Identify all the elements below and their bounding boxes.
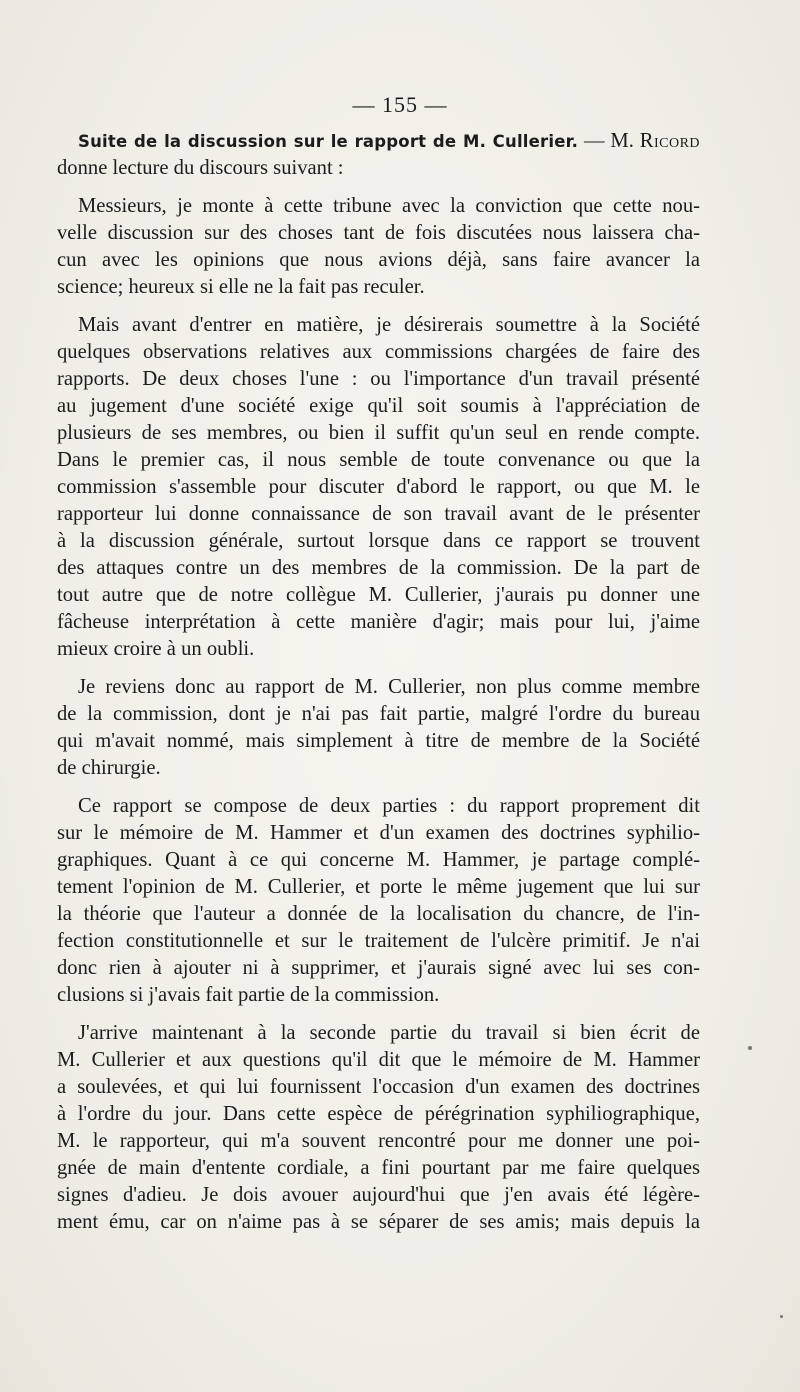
text-line: à l'ordre du jour. Dans cette espèce de pérégrination syphiliographique, (57, 1103, 700, 1125)
text-line: Ce rapport se compose de deux parties : du rapport proprement dit (78, 795, 700, 817)
text-line: science; heureux si elle ne la fait pas reculer. (57, 276, 425, 298)
text-line: clusions si j'avais fait partie de la commission. (57, 984, 440, 1006)
speck-mark (748, 1046, 752, 1050)
text-line: mieux croire à un oubli. (57, 638, 255, 660)
text-line: tement l'opinion de M. Cullerier, et porte le même jugement que lui sur (57, 876, 700, 898)
text-line: M. le rapporteur, qui m'a souvent rencontré pour me donner une poi- (57, 1130, 700, 1152)
paragraph (57, 193, 700, 301)
text-line: ment ému, car on n'aime pas à se séparer de ses amis; mais depuis la (57, 1211, 700, 1233)
text-line: de la commission, dont je n'ai pas fait partie, malgré l'ordre du bureau (57, 703, 700, 725)
text-line: a soulevées, et qui lui fournissent l'occasion d'un examen des doctrines (57, 1076, 700, 1098)
text-line: graphiques. Quant à ce qui concerne M. Hammer, je partage complé- (57, 849, 700, 871)
paragraph (57, 793, 700, 1009)
text-line: quelques observations relatives aux commissions chargées de faire des (57, 341, 700, 363)
text-line: commission s'assemble pour discuter d'abord le rapport, ou que M. le (57, 476, 700, 498)
paragraph (57, 312, 700, 663)
text-line: rapporteur lui donne connaissance de son travail avant de le présenter (57, 503, 700, 525)
page-number: — 155 — (352, 92, 448, 117)
text-line: fection constitutionnelle et sur le traitement de l'ulcère primitif. Je n'ai (57, 930, 700, 952)
heading-dash: — M. (578, 130, 640, 152)
text-line: plusieurs de ses membres, ou bien il suffit qu'un seul en rende compte. (57, 422, 700, 444)
text-line: de chirurgie. (57, 757, 161, 779)
body-text (57, 128, 700, 1247)
text-line: à la discussion générale, surtout lorsque dans ce rapport se trouvent (57, 530, 700, 552)
text-line: des attaques contre un des membres de la commission. De la part de (57, 557, 700, 579)
text-line: rapports. De deux choses l'une : ou l'importance d'un travail présenté (57, 368, 700, 390)
speaker-name: Ricord (639, 130, 701, 152)
paragraph (57, 1020, 700, 1236)
section-heading: Suite de la discussion sur le rapport de M. Cullerier. (78, 132, 579, 151)
speck-mark (780, 1315, 783, 1318)
text-line: donc rien à ajouter ni à supprimer, et j'aurais signé avec lui ses con- (57, 957, 700, 979)
heading-continuation: donne lecture du discours suivant : (57, 157, 344, 179)
heading-line (57, 128, 700, 155)
text-line: qui m'avait nommé, mais simplement à titre de membre de la Société (57, 730, 700, 752)
text-line: tout autre que de notre collègue M. Cullerier, j'aurais pu donner une (57, 584, 700, 606)
text-line: fâcheuse interprétation à cette manière d'agir; mais pour lui, j'aime (57, 611, 700, 633)
text-line: velle discussion sur des choses tant de fois discutées nous laissera cha- (57, 222, 700, 244)
text-line: Dans le premier cas, il nous semble de toute convenance ou que la (57, 449, 700, 471)
text-line: Je reviens donc au rapport de M. Cullerier, non plus comme membre (78, 676, 700, 698)
text-line: J'arrive maintenant à la seconde partie du travail si bien écrit de (78, 1022, 700, 1044)
text-line: sur le mémoire de M. Hammer et d'un examen des doctrines syphilio- (57, 822, 700, 844)
text-line: au jugement d'une société exige qu'il soit soumis à l'appréciation de (57, 395, 700, 417)
text-line: Messieurs, je monte à cette tribune avec la conviction que cette nou- (78, 195, 700, 217)
text-line: Mais avant d'entrer en matière, je désirerais soumettre à la Société (78, 314, 700, 336)
text-line: gnée de main d'entente cordiale, a fini pourtant par me faire quelques (57, 1157, 700, 1179)
paragraphs (57, 193, 700, 1236)
heading-paragraph (57, 128, 700, 182)
text-line: signes d'adieu. Je dois avouer aujourd'hui que j'en avais été légère- (57, 1184, 700, 1206)
text-line: cun avec les opinions que nous avions déjà, sans faire avancer la (57, 249, 700, 271)
text-line: la théorie que l'auteur a donnée de la localisation du chancre, de l'in- (57, 903, 700, 925)
text-line: M. Cullerier et aux questions qu'il dit que le mémoire de M. Hammer (57, 1049, 700, 1071)
paragraph (57, 674, 700, 782)
